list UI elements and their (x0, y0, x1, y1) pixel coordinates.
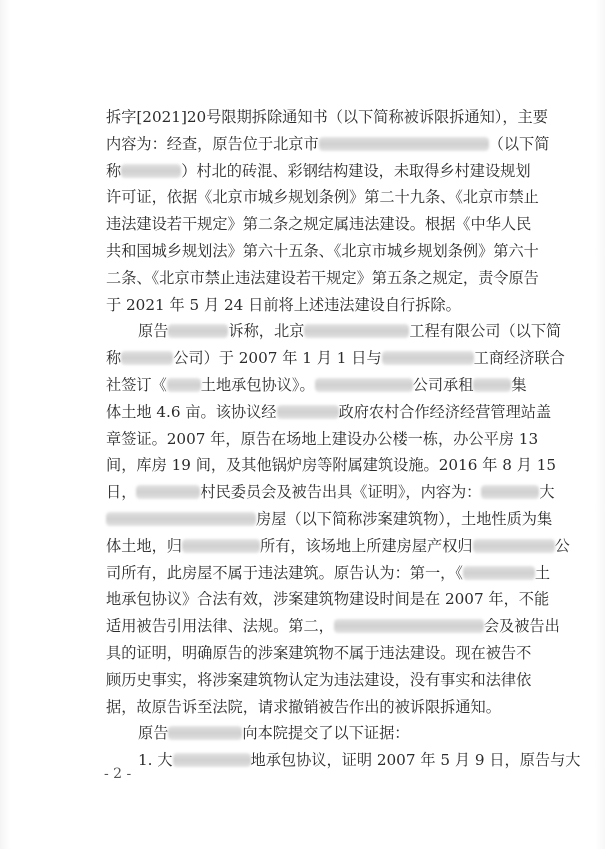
text-line (106, 613, 582, 640)
redaction-blur (168, 726, 242, 740)
redaction-blur (121, 351, 173, 365)
text-line (106, 184, 582, 211)
text-line (106, 292, 582, 319)
redaction-blur (168, 324, 228, 338)
text-line (106, 506, 582, 533)
text-segment: 日， (106, 483, 137, 502)
redaction-blur (121, 164, 181, 178)
text-line (106, 238, 582, 265)
text-segment: 集 (511, 375, 527, 394)
text-line (106, 318, 582, 345)
redaction-blur (473, 378, 511, 392)
text-segment: 向本院提交了以下证据： (242, 724, 410, 743)
text-line (106, 399, 582, 426)
text-segment: 体土地，归 (106, 536, 182, 555)
text-segment: 公司）于 2007 年 1 月 1 日与 (173, 349, 382, 368)
text-segment: 具的证明，明确原告的涉案建筑物不属于违法建设。现在被告不 (106, 643, 532, 662)
text-segment: 拆字[2021]20号限期拆除通知书（以下简称被诉限拆通知），主要 (106, 108, 548, 126)
redaction-blur (382, 351, 474, 365)
redaction-blur (319, 137, 489, 151)
text-segment: 土地承包协议》。 (200, 375, 315, 394)
text-line (106, 158, 582, 185)
redaction-blur (277, 405, 339, 419)
text-segment: 所有，该场地上所建房屋产权归 (259, 536, 473, 555)
redaction-blur (136, 485, 200, 499)
text-segment: 据，故原告诉至法院，请求撤销被告作出的被诉限拆通知。 (106, 697, 501, 716)
page-number: - 2 - (104, 766, 132, 782)
redaction-blur (481, 485, 539, 499)
text-segment: 适用被告引用法律、法规。第二， (106, 617, 334, 636)
text-line (106, 586, 582, 613)
text-segment: 间，库房 19 间，及其他锅炉房等附属建筑设施。2016 年 8 月 15 (106, 456, 557, 475)
text-line (106, 426, 582, 453)
redaction-blur (182, 539, 260, 553)
text-line (106, 131, 582, 158)
text-segment: （以下简 (488, 134, 550, 153)
redaction-blur (334, 619, 484, 633)
text-line (106, 211, 582, 238)
text-line (106, 667, 582, 694)
text-segment: 工商经济联合 (473, 349, 565, 368)
redaction-blur (463, 566, 535, 580)
text-segment: 公 (554, 536, 570, 555)
text-segment: 称 (106, 161, 122, 180)
redaction-blur (473, 539, 555, 553)
text-line (106, 372, 582, 399)
text-segment: 公司承租 (412, 375, 474, 394)
text-segment: 会及被告出 (483, 617, 560, 636)
document-body (106, 104, 582, 774)
text-segment: 原告 (138, 724, 169, 743)
redaction-blur (106, 512, 256, 526)
text-segment: 工程有限公司（以下简 (409, 322, 562, 341)
text-segment: 社签订《 (106, 375, 167, 394)
text-segment: 章签证。2007 年，原告在场地上建设办公楼一栋，办公平房 13 (106, 429, 539, 448)
text-line (106, 720, 582, 747)
redaction-blur (315, 378, 413, 392)
text-segment: 地承包协议》合法有效，涉案建筑物建设时间是在 2007 年，不能 (106, 590, 550, 609)
text-segment: ）村北的砖混、彩钢结构建设，未取得乡村建设规划 (181, 161, 531, 180)
text-segment: 司所有，此房屋不属于违法建筑。原告认为：第一，《 (106, 563, 463, 582)
redaction-blur (304, 324, 409, 338)
text-line (106, 479, 582, 506)
redaction-blur (173, 753, 251, 767)
text-segment: 地承包协议，证明 2007 年 5 月 9 日，原告与大 (250, 751, 581, 770)
text-segment: 房屋（以下简称涉案建筑物），土地性质为集 (256, 509, 553, 528)
text-segment: 1. 大 (138, 751, 173, 770)
text-line (106, 560, 582, 587)
text-line (106, 533, 582, 560)
text-segment: 诉称，北京 (228, 322, 305, 341)
text-line (106, 345, 582, 372)
text-segment: 村民委员会及被告出具《证明》，内容为： (200, 483, 482, 502)
text-segment: 体土地 4.6 亩。该协议经 (106, 402, 277, 421)
text-segment: 原告 (138, 322, 169, 341)
text-segment: 大 (539, 483, 555, 502)
text-line (106, 694, 582, 721)
redaction-blur (167, 378, 201, 392)
text-segment: 共和国城乡规划法》第六十五条、《北京市城乡规划条例》第六十 (106, 241, 539, 260)
text-segment: 政府农村合作经济经营管理站盖 (338, 402, 552, 421)
text-segment: 称 (106, 349, 122, 368)
text-segment: 内容为：经查，原告位于北京市 (106, 134, 319, 153)
text-line (106, 104, 582, 131)
text-line (106, 747, 582, 774)
text-segment: 于 2021 年 5 月 24 日前将上述违法建设自行拆除。 (106, 295, 461, 314)
text-line (106, 452, 582, 479)
text-segment: 许可证，依据《北京市城乡规划条例》第二十九条、《北京市禁止 (106, 188, 539, 207)
text-line (106, 265, 582, 292)
text-segment: 土 (534, 563, 551, 582)
text-segment: 违法建设若干规定》第二条之规定属违法建设。根据《中华人民 (106, 215, 532, 234)
text-line (106, 640, 582, 667)
text-segment: 顾历史事实，将涉案建筑物认定为违法建设，没有事实和法律依 (106, 670, 532, 689)
text-segment: 二条、《北京市禁止违法建设若干规定》第五条之规定，责令原告 (106, 268, 539, 287)
